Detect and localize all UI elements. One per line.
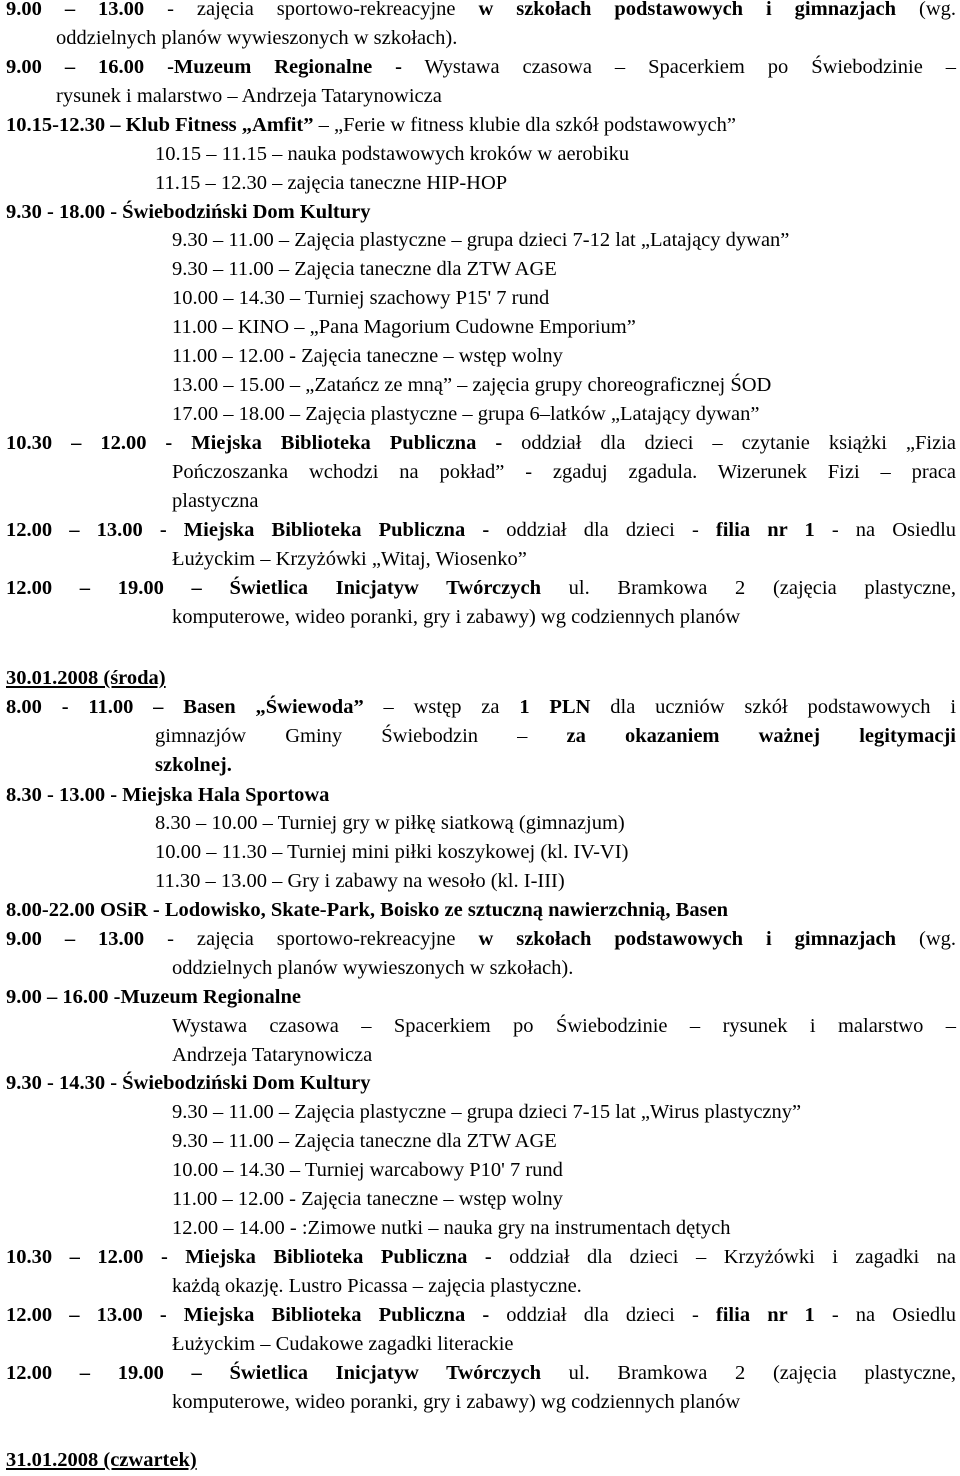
text-line	[6, 111, 736, 140]
bold-text: 12.00 – 19.00 – Świetlica Inicjatyw Twórczych	[6, 1362, 541, 1384]
bold-text: 10.15-12.30 – Klub Fitness „Amfit”	[6, 114, 314, 136]
text-line	[172, 1330, 514, 1359]
text: 11.00 – 12.00 - Zajęcia taneczne – wstęp wolny	[172, 345, 563, 367]
text-line	[172, 1156, 563, 1185]
bold-text: 9.00 – 13.00	[6, 0, 145, 20]
text: 8.30 – 10.00 – Turniej gry w piłkę siatkową (gimnazjum)	[155, 812, 625, 834]
text-line	[6, 1069, 370, 1098]
bold-text: 1 PLN	[519, 696, 591, 718]
text-line	[6, 896, 728, 925]
text: 13.00 – 15.00 – „Zatańcz ze mną” – zajęcia grupy choreograficznej ŚOD	[172, 374, 772, 396]
text-line	[172, 1041, 372, 1070]
bold-text: 9.00 – 16.00 -Muzeum Regionalne -	[6, 56, 402, 78]
text: komputerowe, wideo poranki, gry i zabawy) wg codziennych planów	[172, 1391, 741, 1413]
bold-text: w szkołach podstawowych i gimnazjach	[478, 0, 897, 20]
text-line	[6, 53, 956, 82]
text-line	[172, 458, 956, 487]
text: (wg.	[896, 0, 956, 20]
text-line	[172, 255, 557, 284]
text: (wg.	[896, 928, 956, 950]
text-line	[172, 603, 740, 632]
text-line	[155, 751, 232, 780]
text: każdą okazję. Lustro Picassa – zajęcia plastyczne.	[172, 1275, 582, 1297]
text: dla uczniów szkół podstawowych i	[590, 696, 957, 718]
text-line	[172, 371, 771, 400]
text: - na Osiedlu	[814, 519, 957, 541]
bold-text: 10.30 – 12.00 - Miejska Biblioteka Publiczna -	[6, 1246, 492, 1268]
text-line	[155, 169, 507, 198]
text-line	[172, 313, 636, 342]
bold-text: 8.30 - 13.00 - Miejska Hala Sportowa	[6, 784, 330, 806]
bold-text: za okazaniem ważnej legitymacji	[566, 725, 956, 747]
text: ul. Bramkowa 2 (zajęcia plastyczne,	[541, 1362, 956, 1384]
text-line	[155, 867, 565, 896]
text-line	[6, 198, 370, 227]
text-line	[172, 342, 563, 371]
text: - na Osiedlu	[814, 1304, 957, 1326]
bold-text: 9.00 – 13.00	[6, 928, 145, 950]
text: oddział dla dzieci – Krzyżówki i zagadki na	[491, 1246, 957, 1268]
text: ul. Bramkowa 2 (zajęcia plastyczne,	[541, 577, 956, 599]
text-line	[6, 0, 956, 24]
text: - zajęcia sportowo-rekreacyjne	[144, 928, 479, 950]
text-line	[6, 664, 166, 693]
text: Łużyckim – Cudakowe zagadki literackie	[172, 1333, 514, 1355]
text: 11.30 – 13.00 – Gry i zabawy na wesoło (kl. I-III)	[155, 870, 565, 892]
text: 11.00 – 12.00 - Zajęcia taneczne – wstęp wolny	[172, 1188, 563, 1210]
text: gimnazjów Gminy Świebodzin –	[155, 725, 567, 747]
bold-text: 8.00 - 11.00 – Basen „Świewoda”	[6, 696, 364, 718]
text-line	[6, 1243, 956, 1272]
bold-text: filia nr 1	[715, 519, 815, 541]
text: plastyczna	[172, 490, 259, 512]
text-line	[155, 140, 629, 169]
text: 10.00 – 14.30 – Turniej warcabowy P10' 7 rund	[172, 1159, 563, 1181]
text: 10.15 – 11.15 – nauka podstawowych kroków w aerobiku	[155, 143, 630, 165]
bold-text: 9.00 – 16.00 -Muzeum Regionalne	[6, 986, 301, 1008]
text: oddział dla dzieci -	[489, 1304, 716, 1326]
text-line	[6, 1301, 956, 1330]
text: Pończoszanka wchodzi na pokład” - zgaduj zgadula. Wizerunek Fizi – praca	[172, 461, 956, 483]
bold-text: 9.30 - 18.00 - Świebodziński Dom Kultury	[6, 201, 371, 223]
text-line	[172, 226, 789, 255]
text: Łużyckim – Krzyżówki „Witaj, Wiosenko”	[172, 548, 527, 570]
text-line	[6, 429, 956, 458]
text-line	[172, 1127, 557, 1156]
text: - zajęcia sportowo-rekreacyjne	[144, 0, 479, 20]
text-line	[6, 693, 956, 722]
text: 12.00 – 14.00 - :Zimowe nutki – nauka gry na instrumentach dętych	[172, 1217, 731, 1239]
text: 11.15 – 12.30 – zajęcia taneczne HIP-HOP	[155, 172, 508, 194]
text: oddzielnych planów wywieszonych w szkołach).	[172, 957, 574, 979]
text-line	[155, 722, 956, 751]
date-heading: 30.01.2008 (środa)	[6, 667, 166, 689]
text-line	[172, 284, 549, 313]
text: Wystawa czasowa – Spacerkiem po Świebodzinie – rysunek i malarstwo –	[172, 1015, 956, 1037]
bold-text: w szkołach podstawowych i gimnazjach	[478, 928, 897, 950]
text: Wystawa czasowa – Spacerkiem po Świebodzinie –	[401, 56, 956, 78]
text-line	[6, 516, 956, 545]
bold-text: 12.00 – 13.00 - Miejska Biblioteka Publiczna -	[6, 1304, 490, 1326]
bold-text: 8.00-22.00 OSiR - Lodowisko, Skate-Park, Boisko ze sztuczną nawierzchnią, Basen	[6, 899, 729, 921]
text-line	[6, 781, 329, 810]
text: – „Ferie w fitness klubie dla szkół podstawowych”	[313, 114, 736, 136]
text: 17.00 – 18.00 – Zajęcia plastyczne – grupa 6–latków „Latający dywan”	[172, 403, 760, 425]
text-line	[6, 925, 956, 954]
text: oddzielnych planów wywieszonych w szkołach).	[56, 27, 458, 49]
text-line	[155, 838, 628, 867]
text-line	[6, 983, 301, 1012]
date-heading: 31.01.2008 (czwartek)	[6, 1449, 197, 1471]
text-line	[172, 1388, 740, 1417]
bold-text: 9.30 - 14.30 - Świebodziński Dom Kultury	[6, 1072, 371, 1094]
text-line	[172, 400, 759, 429]
text: 9.30 – 11.00 – Zajęcia taneczne dla ZTW AGE	[172, 258, 557, 280]
text: 10.00 – 11.30 – Turniej mini piłki koszykowej (kl. IV-VI)	[155, 841, 629, 863]
bold-text: szkolnej.	[155, 754, 232, 776]
text: oddział dla dzieci – czytanie książki „Fizia	[502, 432, 956, 454]
text-line	[56, 82, 442, 111]
bold-text: 10.30 – 12.00 - Miejska Biblioteka Publiczna -	[6, 432, 503, 454]
text-line	[172, 1012, 956, 1041]
text-line	[172, 1272, 582, 1301]
text-line	[172, 487, 259, 516]
text: rysunek i malarstwo – Andrzeja Tatarynowicza	[56, 85, 442, 107]
text-line	[6, 1359, 956, 1388]
bold-text: 12.00 – 13.00 - Miejska Biblioteka Publiczna -	[6, 519, 490, 541]
text-line	[172, 954, 573, 983]
bold-text: filia nr 1	[715, 1304, 815, 1326]
text: – wstęp za	[363, 696, 520, 718]
text: oddział dla dzieci -	[489, 519, 716, 541]
text-line	[172, 1214, 731, 1243]
text-line	[172, 1098, 801, 1127]
text: komputerowe, wideo poranki, gry i zabawy) wg codziennych planów	[172, 606, 741, 628]
text: 9.30 – 11.00 – Zajęcia taneczne dla ZTW AGE	[172, 1130, 557, 1152]
text-line	[155, 809, 625, 838]
text: 9.30 – 11.00 – Zajęcia plastyczne – grupa dzieci 7-15 lat „Wirus plastyczny”	[172, 1101, 802, 1123]
text-line	[172, 1185, 563, 1214]
text: 10.00 – 14.30 – Turniej szachowy P15' 7 rund	[172, 287, 550, 309]
text: Andrzeja Tatarynowicza	[172, 1044, 373, 1066]
text: 9.30 – 11.00 – Zajęcia plastyczne – grupa dzieci 7-12 lat „Latający dywan”	[172, 229, 790, 251]
text: 11.00 – KINO – „Pana Magorium Cudowne Emporium”	[172, 316, 636, 338]
text-line	[56, 24, 457, 53]
text-line	[172, 545, 527, 574]
bold-text: 12.00 – 19.00 – Świetlica Inicjatyw Twórczych	[6, 577, 541, 599]
text-line	[6, 574, 956, 603]
text-line	[6, 1446, 197, 1475]
